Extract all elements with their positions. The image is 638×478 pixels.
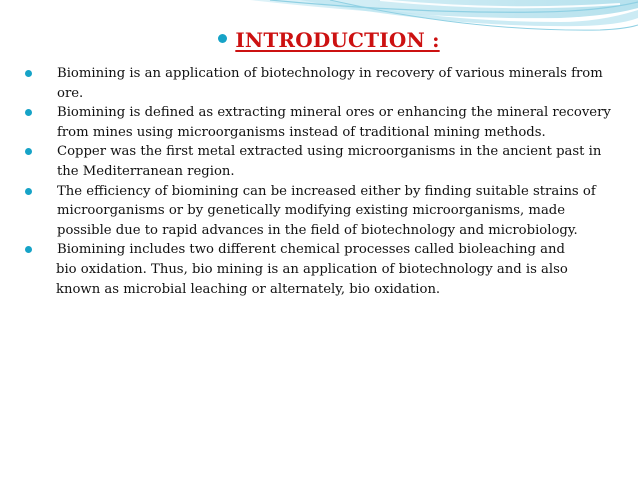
list-item (24, 182, 614, 241)
bullet-icon (25, 70, 32, 77)
bullet-text: Biomining is an application of biotechnology in recovery of various minerals from ore. (57, 66, 603, 101)
list-item (24, 240, 614, 299)
bullet-text: Biomining includes two different chemical processes called bioleaching and (57, 242, 565, 258)
bullet-icon (25, 246, 32, 253)
bullet-icon (218, 34, 227, 43)
continuation-text: bio oxidation. Thus, bio mining is an application of biotechnology and is also known as microbial leaching or alternately, bio oxidation. (56, 261, 568, 297)
bullet-text: Copper was the first metal extracted using microorganisms in the ancient past in the Mediterranean region. (57, 144, 602, 179)
list-item (24, 142, 614, 181)
bullet-icon (25, 109, 32, 116)
list-item (24, 103, 614, 142)
slide-title: INTRODUCTION : (235, 28, 440, 52)
bullet-icon (25, 188, 32, 195)
bullet-text: Biomining is defined as extracting mineral ores or enhancing the mineral recovery from mines using microorganisms instead of traditional mining methods. (57, 105, 611, 140)
bullet-text: The efficiency of biomining can be increased either by finding suitable strains of microorganisms or by genetically modifying existing microorganisms, made possible due to rapid advances in the field of biotechnology and microbiology. (57, 183, 596, 238)
list-item (24, 64, 614, 103)
title-row (0, 28, 638, 58)
bullet-list (24, 64, 614, 299)
bullet-icon (25, 148, 32, 155)
